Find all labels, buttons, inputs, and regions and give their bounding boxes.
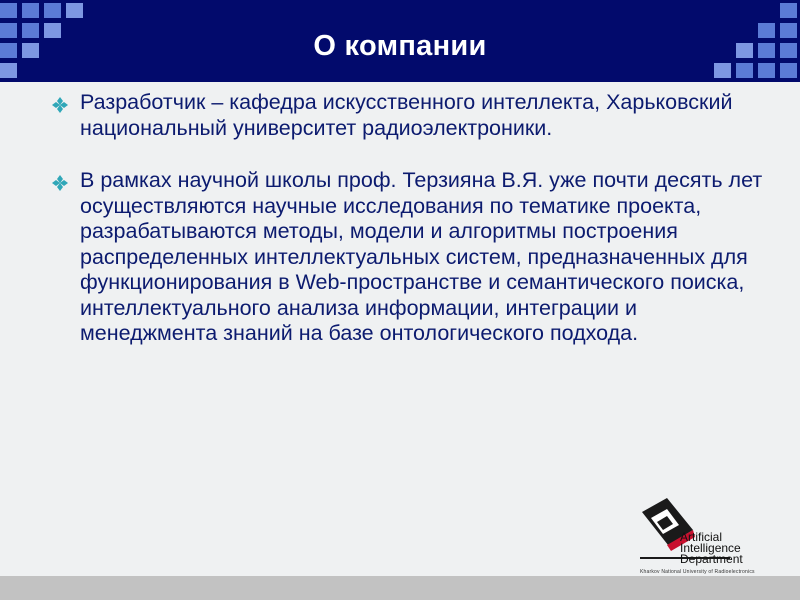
footer-bar [0,576,800,600]
logo-line: Intelligence [680,541,741,555]
diamond-bullet-icon [52,175,68,191]
bullet-item [50,168,770,347]
bullet-text: В рамках научной школы проф. Терзияна В.Я. уже почти десять лет осуществляются научные исследования по тематике проекта, разрабатываются методы, модели и алгоритмы построения распределенных интеллектуальных систем, предназначенных для функционирования в Web-пространстве и семантического поиска, интеллектуального анализа информации, интеграции и менеджмента знаний на базе онтологического подхода. [80,168,763,345]
bullet-text: Разработчик – кафедра искусственного интеллекта, Харьковский национальный университет радиоэлектроники. [80,90,733,140]
decorative-square [44,3,61,18]
logo-subtitle: Kharkov National University of Radioelectronics [640,569,755,575]
decorative-square [66,3,83,18]
slide-header [0,0,800,82]
decorative-square [22,3,39,18]
decorative-square [0,3,17,18]
slide-content [50,90,770,347]
logo-text [680,532,743,565]
diamond-bullet-icon [52,97,68,113]
logo-line: Artificial [680,530,723,544]
decorative-square [758,63,775,78]
logo-line: Department [680,552,743,566]
decorative-square [714,63,731,78]
decorative-square [736,63,753,78]
decorative-square [0,63,17,78]
bullet-item [50,90,770,141]
slide-title: О компании [313,30,487,62]
decorative-square [780,63,797,78]
decorative-square [780,3,797,18]
